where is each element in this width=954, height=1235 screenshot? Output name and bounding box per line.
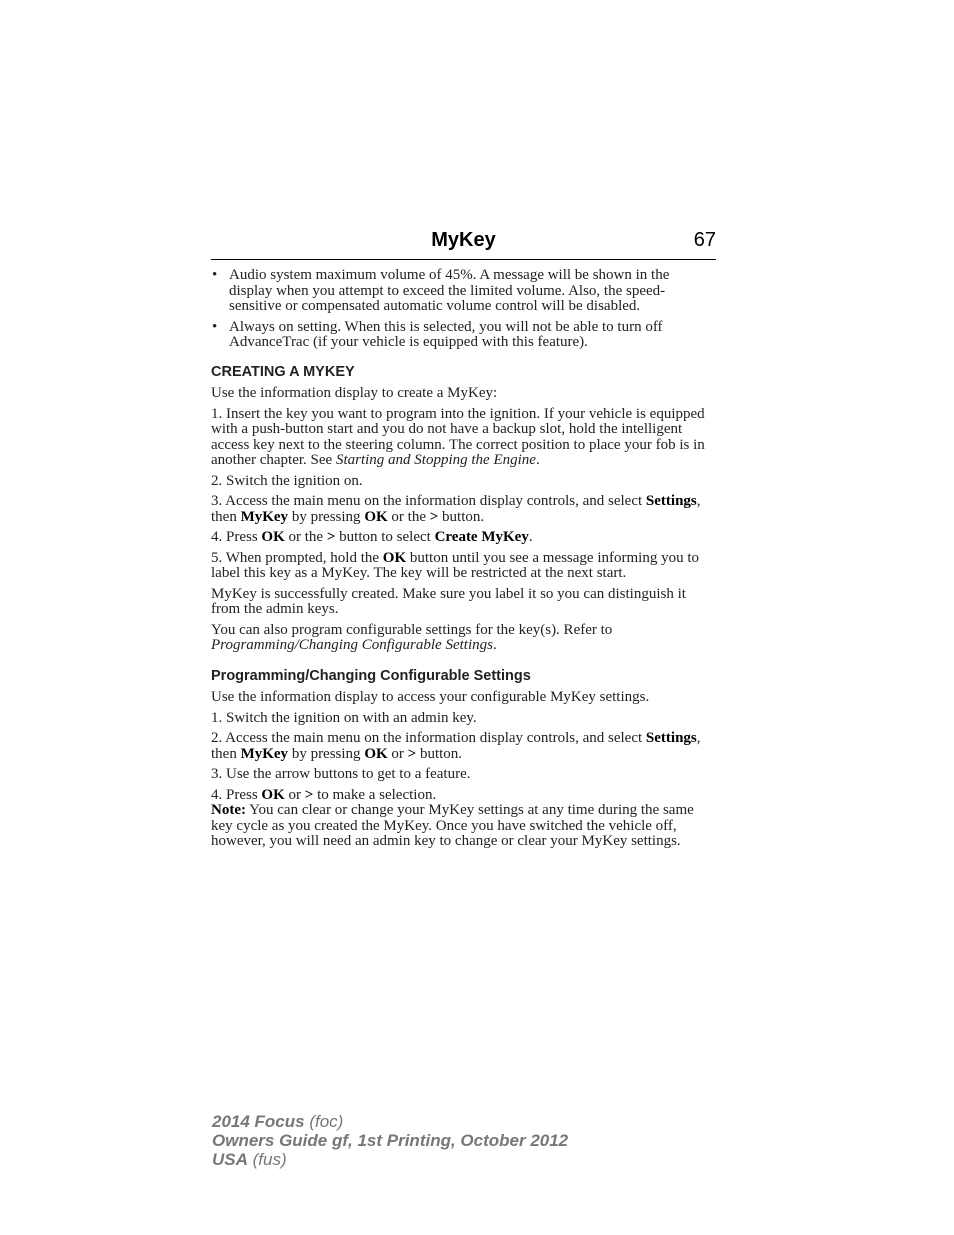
page-body xyxy=(211,268,716,855)
section-heading-programming: Programming/Changing Configurable Settings xyxy=(211,667,531,684)
cross-reference: Starting and Stopping the Engine xyxy=(335,452,536,468)
paragraph: MyKey is successfully created. Make sure you label it so you can distinguish it from the admin keys. xyxy=(211,585,686,617)
step-3: 3. Use the arrow buttons to get to a feature. xyxy=(211,766,471,782)
step-4: 4. Press OK or > to make a selection. xyxy=(211,786,437,803)
page-title: MyKey xyxy=(431,229,496,251)
note: Note: You can clear or change your MyKey settings at any time during the same key cycle as you created the MyKey. Once you have switched the vehicle off, however, you will need an admin key to change or clear your MyKey settings. xyxy=(211,802,694,849)
footer-line-model: 2014 Focus (foc) xyxy=(212,1112,344,1131)
step-2: 2. Switch the ignition on. xyxy=(211,472,363,489)
step-1: 1. Switch the ignition on with an admin key. xyxy=(211,709,477,726)
paragraph: Use the information display to access your configurable MyKey settings. xyxy=(211,689,650,705)
page-footer xyxy=(212,1112,568,1169)
footer-line-market: USA (fus) xyxy=(212,1150,287,1169)
cross-reference: Programming/Changing Configurable Settings xyxy=(211,637,493,653)
footer-line-edition: Owners Guide gf, 1st Printing, October 2012 xyxy=(212,1131,569,1150)
page-header xyxy=(211,229,716,260)
step-2: 2. Access the main menu on the information display controls, and select Settings, then MyKey by pressing OK or > button. xyxy=(211,730,701,762)
bullet-icon: • xyxy=(212,267,218,283)
step-5: 5. When prompted, hold the OK button until you see a message informing you to label this key as a MyKey. The key will be restricted at the next start. xyxy=(211,549,699,581)
list-item: • Always on setting. When this is selected, you will not be able to turn off AdvanceTrac (if your vehicle is equipped with this feature). xyxy=(212,318,663,350)
section-heading-creating: CREATING A MYKEY xyxy=(211,363,355,380)
step-3: 3. Access the main menu on the information display controls, and select Settings, then MyKey by pressing OK or the > button. xyxy=(211,493,701,525)
note-label: Note: xyxy=(211,802,246,818)
page-number: 67 xyxy=(693,229,716,251)
feature-list xyxy=(211,268,716,351)
list-item: • Audio system maximum volume of 45%. A message will be shown in the display when you attempt to exceed the limited volume. Also, the speed-sensitive or compensated automatic volume control will be disabled. xyxy=(212,267,670,314)
paragraph: You can also program configurable settings for the key(s). Refer to Programming/Changing Configurable Settings. xyxy=(211,621,613,653)
paragraph: Use the information display to create a MyKey: xyxy=(211,385,498,401)
bullet-icon: • xyxy=(212,318,218,335)
step-1: 1. Insert the key you want to program into the ignition. If your vehicle is equipped with a push-button start and you do not have a backup slot, hold the intelligent access key next to the steering column. The correct position to place your fob is in another chapter. See Starting and Stopping the Engine. xyxy=(211,405,705,468)
step-4: 4. Press OK or the > button to select Create MyKey. xyxy=(211,529,533,545)
